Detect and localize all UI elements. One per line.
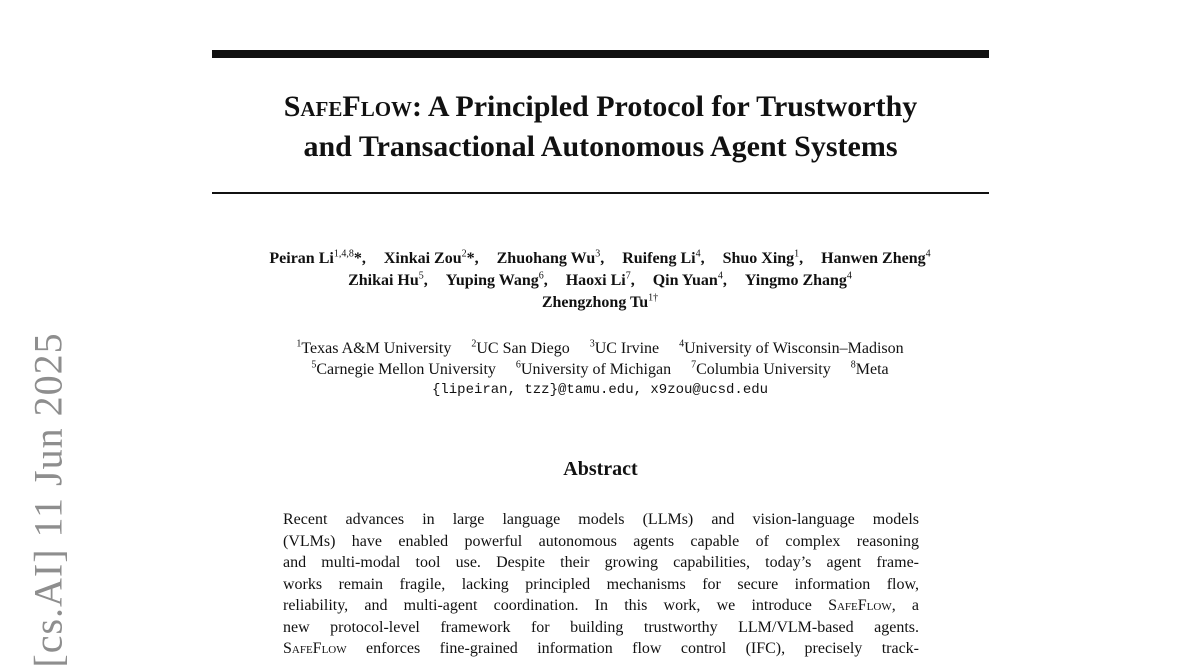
affiliation-row — [200, 338, 1000, 359]
paper-title — [212, 87, 989, 167]
author-affiliation-mark: 1,4,8 — [333, 248, 354, 260]
affiliation-row — [200, 359, 1000, 380]
author-name: Zhuohang Wu — [496, 250, 596, 267]
author-row — [200, 270, 1000, 292]
author-affiliation-mark: 7 — [625, 270, 631, 282]
abstract-heading: Abstract — [563, 458, 638, 480]
affiliation — [516, 361, 671, 378]
abstract-body — [283, 509, 920, 657]
title-line1-rest: : A Principled Protocol for Trustworthy — [412, 90, 918, 123]
affiliation-number: 5 — [311, 359, 317, 371]
author-name: Peiran Li — [269, 250, 334, 267]
author-separator: , — [799, 250, 804, 267]
author-name: Hanwen Zheng — [821, 250, 926, 267]
arxiv-stamp: [cs.AI] 11 Jun 2025 — [25, 332, 71, 668]
affiliation-number: 8 — [850, 359, 856, 371]
author-list — [200, 248, 1000, 314]
affiliation — [691, 361, 831, 378]
affiliation-number: 2 — [471, 338, 477, 350]
author-separator: , — [600, 250, 605, 267]
author-separator: , — [700, 250, 705, 267]
affiliation — [590, 340, 659, 357]
title-system-name: SafeFlow — [283, 90, 413, 123]
abstract-line: (VLMs) have enabled powerful autonomous agents capable of complex reasoning — [283, 532, 919, 550]
author-name: Yuping Wang — [445, 272, 539, 289]
author — [269, 250, 365, 267]
contact-emails: {lipeiran, tzz}@tamu.edu, x9zou@ucsd.edu — [431, 382, 769, 398]
author — [542, 294, 658, 311]
affiliation — [851, 361, 889, 378]
author-name: Zhengzhong Tu — [541, 294, 649, 311]
author-affiliation-mark: 3 — [595, 248, 601, 260]
abstract-line: and multi-modal tool use. Despite their growing capabilities, today’s agent frame- — [283, 554, 919, 571]
author — [497, 250, 605, 267]
affiliation — [296, 340, 451, 357]
author-name: Xinkai Zou — [383, 250, 462, 267]
author — [745, 272, 852, 289]
author — [723, 250, 804, 267]
affiliation-number: 4 — [679, 338, 685, 350]
author — [622, 250, 704, 267]
author-affiliation-mark: 4 — [925, 248, 931, 260]
author-row — [200, 248, 1000, 270]
author — [821, 250, 930, 267]
author-name: Shuo Xing — [722, 250, 795, 267]
author-affiliation-mark: 1 — [794, 248, 800, 260]
author-separator: , — [722, 272, 727, 289]
affiliation-name: UC San Diego — [476, 340, 570, 357]
author — [348, 272, 428, 289]
author-row — [200, 292, 1000, 314]
author-name: Qin Yuan — [652, 272, 718, 289]
abstract-line: reliability, and multi-agent coordination. In this work, we introduce SafeFlow, a — [283, 597, 920, 614]
affiliation — [311, 361, 496, 378]
affiliation-list — [200, 338, 1000, 401]
affiliation-name: Meta — [855, 361, 889, 378]
author — [653, 272, 727, 289]
author — [566, 272, 635, 289]
abstract-line: new protocol-level framework for building trustworthy LLM/VLM-based agents. — [283, 618, 919, 636]
abstract-line: Recent advances in large language models (LLMs) and vision-language models — [283, 511, 919, 528]
author-affiliation-mark: 4 — [846, 270, 852, 282]
author-separator: , — [630, 272, 635, 289]
abstract-line: works remain fragile, lacking principled mechanisms for secure information flow, — [283, 575, 919, 593]
affiliation-name: Columbia University — [696, 361, 831, 378]
author-separator: , — [423, 272, 428, 289]
affiliation-number: 6 — [515, 359, 521, 371]
author-affiliation-mark: 1† — [648, 292, 659, 304]
author-affiliation-mark: 4 — [717, 270, 723, 282]
author-name: Ruifeng Li — [622, 250, 696, 267]
affiliation — [471, 340, 569, 357]
affiliation-name: Carnegie Mellon University — [316, 361, 496, 378]
affiliation-name: UC Irvine — [594, 340, 660, 357]
abstract-line: SafeFlow enforces fine-grained information flow control (IFC), precisely track- — [283, 640, 919, 657]
affiliation-name: University of Michigan — [520, 361, 672, 378]
affiliation — [679, 340, 904, 357]
author-affiliation-mark: 2 — [461, 248, 467, 260]
author-separator: *, — [466, 250, 479, 267]
author-separator: *, — [353, 250, 366, 267]
author-affiliation-mark: 4 — [695, 248, 701, 260]
author-affiliation-mark: 6 — [538, 270, 544, 282]
author — [446, 272, 548, 289]
affiliation-name: Texas A&M University — [301, 340, 452, 357]
author-name: Haoxi Li — [565, 272, 626, 289]
title-top-rule — [212, 50, 989, 58]
author-affiliation-mark: 5 — [418, 270, 424, 282]
author-name: Yingmo Zhang — [744, 272, 847, 289]
affiliation-name: University of Wisconsin–Madison — [684, 340, 904, 357]
author-separator: , — [543, 272, 548, 289]
author — [384, 250, 479, 267]
affiliation-number: 1 — [296, 338, 302, 350]
title-bottom-rule — [212, 192, 989, 194]
affiliation-number: 7 — [691, 359, 697, 371]
author-name: Zhikai Hu — [348, 272, 419, 289]
title-line2: and Transactional Autonomous Agent Systems — [303, 130, 898, 163]
affiliation-number: 3 — [589, 338, 595, 350]
